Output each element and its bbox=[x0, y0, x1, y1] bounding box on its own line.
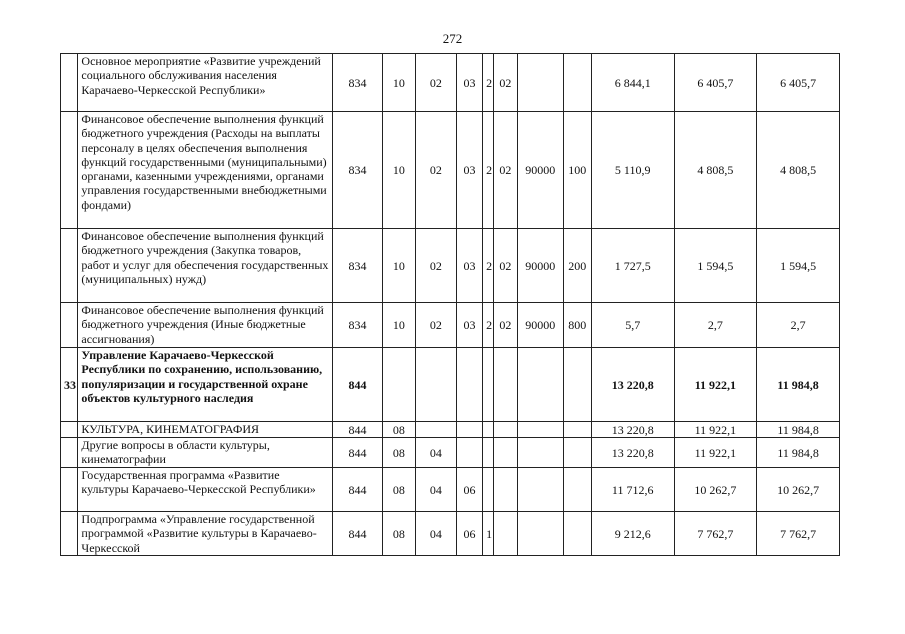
program-code: 03 bbox=[456, 229, 482, 303]
expense-type-code bbox=[563, 422, 591, 438]
section-code: 08 bbox=[383, 438, 416, 468]
section-code: 10 bbox=[383, 303, 416, 348]
expense-type-code: 800 bbox=[563, 303, 591, 348]
subprogram-code: 2 bbox=[483, 229, 494, 303]
measure-code: 02 bbox=[493, 112, 517, 229]
amount-year-1: 11 712,6 bbox=[591, 468, 674, 512]
row-name: Основное мероприятие «Развитие учреждений социального обслуживания населения Карачаево-Черкесской Республики» bbox=[78, 54, 333, 112]
amount-year-1: 13 220,8 bbox=[591, 348, 674, 422]
adm-code: 844 bbox=[332, 422, 382, 438]
table-row bbox=[61, 54, 840, 112]
adm-code: 834 bbox=[332, 112, 382, 229]
subprogram-code: 2 bbox=[483, 112, 494, 229]
expense-type-code: 200 bbox=[563, 229, 591, 303]
measure-code bbox=[493, 422, 517, 438]
expense-type-code bbox=[563, 512, 591, 556]
direction-code: 90000 bbox=[517, 229, 563, 303]
subprogram-code: 2 bbox=[483, 54, 494, 112]
measure-code bbox=[493, 512, 517, 556]
measure-code bbox=[493, 438, 517, 468]
row-number bbox=[61, 229, 78, 303]
subsection-code: 02 bbox=[415, 112, 456, 229]
amount-year-3: 10 262,7 bbox=[757, 468, 840, 512]
subprogram-code bbox=[483, 468, 494, 512]
row-number: 33 bbox=[61, 348, 78, 422]
amount-year-1: 13 220,8 bbox=[591, 438, 674, 468]
direction-code: 90000 bbox=[517, 112, 563, 229]
amount-year-3: 11 984,8 bbox=[757, 438, 840, 468]
table-row bbox=[61, 438, 840, 468]
amount-year-2: 11 922,1 bbox=[674, 348, 757, 422]
amount-year-3: 1 594,5 bbox=[757, 229, 840, 303]
adm-code: 844 bbox=[332, 348, 382, 422]
direction-code bbox=[517, 468, 563, 512]
direction-code: 90000 bbox=[517, 303, 563, 348]
subprogram-code: 1 bbox=[483, 512, 494, 556]
row-name: Финансовое обеспечение выполнения функций бюджетного учреждения (Закупка товаров, работ и услуг для обеспечения государственных (муниципальных) нужд) bbox=[78, 229, 333, 303]
subsection-code: 02 bbox=[415, 54, 456, 112]
expense-type-code bbox=[563, 438, 591, 468]
table-row bbox=[61, 348, 840, 422]
table-row bbox=[61, 303, 840, 348]
subprogram-code: 2 bbox=[483, 303, 494, 348]
program-code: 06 bbox=[456, 468, 482, 512]
amount-year-3: 11 984,8 bbox=[757, 422, 840, 438]
amount-year-1: 1 727,5 bbox=[591, 229, 674, 303]
program-code bbox=[456, 422, 482, 438]
measure-code: 02 bbox=[493, 303, 517, 348]
expense-type-code bbox=[563, 348, 591, 422]
program-code: 03 bbox=[456, 112, 482, 229]
measure-code: 02 bbox=[493, 54, 517, 112]
expense-type-code: 100 bbox=[563, 112, 591, 229]
amount-year-2: 6 405,7 bbox=[674, 54, 757, 112]
table-row bbox=[61, 229, 840, 303]
section-code: 10 bbox=[383, 229, 416, 303]
program-code: 03 bbox=[456, 54, 482, 112]
adm-code: 844 bbox=[332, 468, 382, 512]
subprogram-code bbox=[483, 348, 494, 422]
direction-code bbox=[517, 54, 563, 112]
subsection-code: 04 bbox=[415, 468, 456, 512]
direction-code bbox=[517, 512, 563, 556]
table-row bbox=[61, 112, 840, 229]
row-name: Управление Карачаево-Черкесской Республики по сохранению, использованию, популяризации и государственной охране объектов культурного наследия bbox=[78, 348, 333, 422]
measure-code: 02 bbox=[493, 229, 517, 303]
budget-table bbox=[60, 53, 840, 556]
amount-year-1: 13 220,8 bbox=[591, 422, 674, 438]
row-number bbox=[61, 512, 78, 556]
expense-type-code bbox=[563, 54, 591, 112]
subsection-code bbox=[415, 348, 456, 422]
amount-year-3: 4 808,5 bbox=[757, 112, 840, 229]
subsection-code: 02 bbox=[415, 229, 456, 303]
amount-year-2: 7 762,7 bbox=[674, 512, 757, 556]
amount-year-2: 10 262,7 bbox=[674, 468, 757, 512]
amount-year-1: 6 844,1 bbox=[591, 54, 674, 112]
amount-year-1: 9 212,6 bbox=[591, 512, 674, 556]
program-code: 03 bbox=[456, 303, 482, 348]
row-number bbox=[61, 303, 78, 348]
section-code: 08 bbox=[383, 512, 416, 556]
direction-code bbox=[517, 438, 563, 468]
amount-year-1: 5,7 bbox=[591, 303, 674, 348]
adm-code: 834 bbox=[332, 303, 382, 348]
subsection-code: 04 bbox=[415, 438, 456, 468]
subsection-code bbox=[415, 422, 456, 438]
row-name: Финансовое обеспечение выполнения функций бюджетного учреждения (Иные бюджетные ассигнования) bbox=[78, 303, 333, 348]
row-name: Другие вопросы в области культуры, кинематографии bbox=[78, 438, 333, 468]
page-number: 272 bbox=[442, 31, 463, 46]
amount-year-3: 7 762,7 bbox=[757, 512, 840, 556]
amount-year-1: 5 110,9 bbox=[591, 112, 674, 229]
subsection-code: 04 bbox=[415, 512, 456, 556]
program-code: 06 bbox=[456, 512, 482, 556]
amount-year-2: 11 922,1 bbox=[674, 422, 757, 438]
amount-year-2: 11 922,1 bbox=[674, 438, 757, 468]
row-name: КУЛЬТУРА, КИНЕМАТОГРАФИЯ bbox=[78, 422, 333, 438]
row-number bbox=[61, 422, 78, 438]
row-name: Государственная программа «Развитие культуры Карачаево-Черкесской Республики» bbox=[78, 468, 333, 512]
subsection-code: 02 bbox=[415, 303, 456, 348]
section-code: 10 bbox=[383, 54, 416, 112]
amount-year-3: 2,7 bbox=[757, 303, 840, 348]
adm-code: 834 bbox=[332, 229, 382, 303]
program-code bbox=[456, 348, 482, 422]
amount-year-2: 4 808,5 bbox=[674, 112, 757, 229]
measure-code bbox=[493, 468, 517, 512]
program-code bbox=[456, 438, 482, 468]
amount-year-3: 11 984,8 bbox=[757, 348, 840, 422]
table-row bbox=[61, 512, 840, 556]
subprogram-code bbox=[483, 438, 494, 468]
subprogram-code bbox=[483, 422, 494, 438]
adm-code: 834 bbox=[332, 54, 382, 112]
adm-code: 844 bbox=[332, 512, 382, 556]
section-code bbox=[383, 348, 416, 422]
row-number bbox=[61, 438, 78, 468]
row-name: Финансовое обеспечение выполнения функций бюджетного учреждения (Расходы на выплаты персоналу в целях обеспечения выполнения функций государственными (муниципальными) органами, казенными учреждениями, органами управления государственными внебюджетными фондами) bbox=[78, 112, 333, 229]
direction-code bbox=[517, 422, 563, 438]
section-code: 08 bbox=[383, 468, 416, 512]
row-number bbox=[61, 54, 78, 112]
amount-year-3: 6 405,7 bbox=[757, 54, 840, 112]
table-row bbox=[61, 468, 840, 512]
row-number bbox=[61, 112, 78, 229]
section-code: 08 bbox=[383, 422, 416, 438]
row-name: Подпрограмма «Управление государственной программой «Развитие культуры в Карачаево-Черкесской bbox=[78, 512, 333, 556]
amount-year-2: 2,7 bbox=[674, 303, 757, 348]
amount-year-2: 1 594,5 bbox=[674, 229, 757, 303]
table-row bbox=[61, 422, 840, 438]
measure-code bbox=[493, 348, 517, 422]
section-code: 10 bbox=[383, 112, 416, 229]
direction-code bbox=[517, 348, 563, 422]
adm-code: 844 bbox=[332, 438, 382, 468]
row-number bbox=[61, 468, 78, 512]
expense-type-code bbox=[563, 468, 591, 512]
